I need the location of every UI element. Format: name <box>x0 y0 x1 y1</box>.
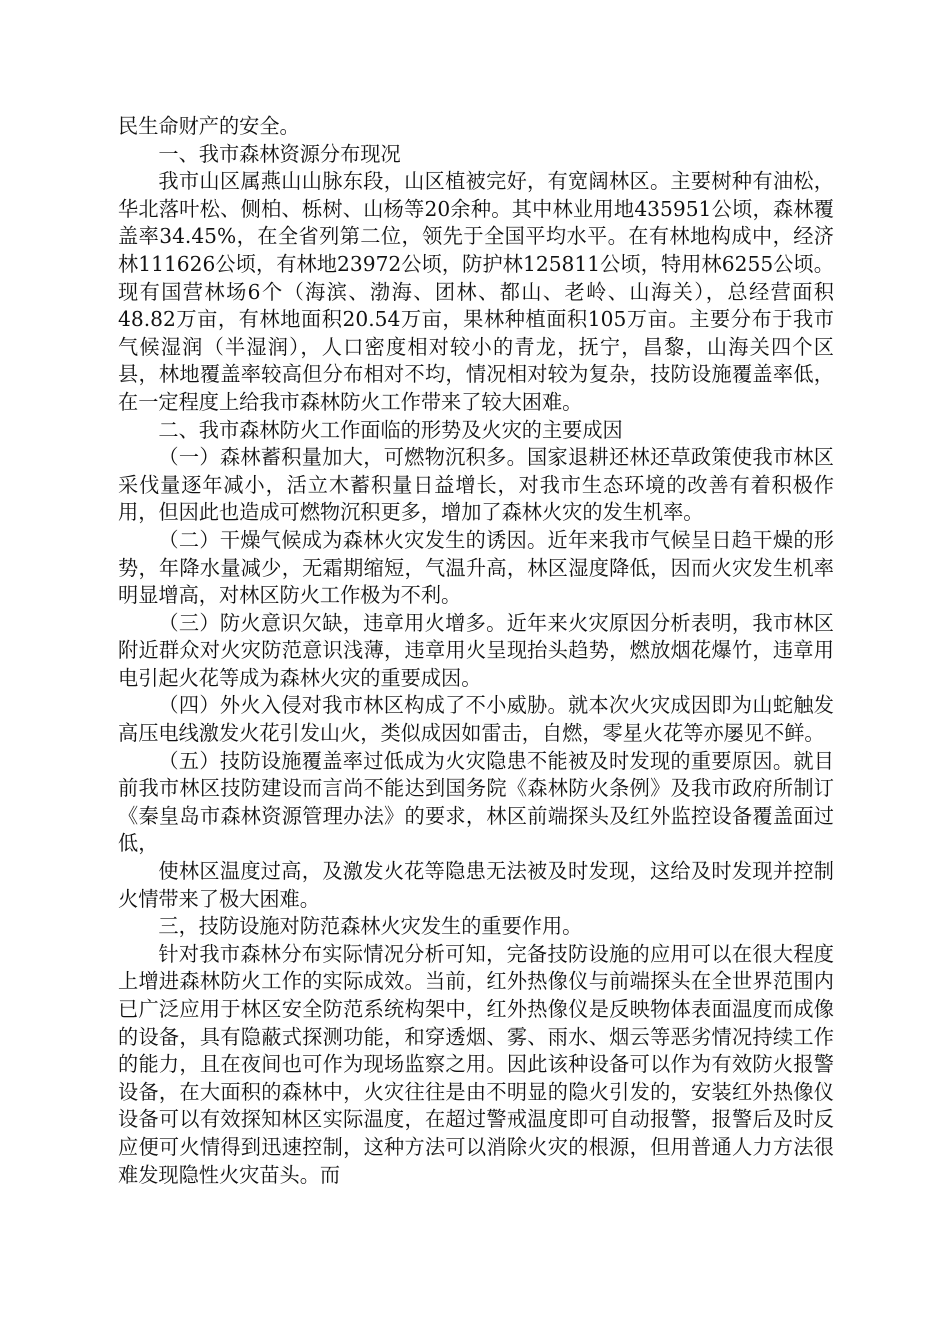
paragraph-cause-3: （三）防火意识欠缺，违章用火增多。近年来火灾原因分析表明，我市林区附近群众对火灾防范意识浅薄，违章用火呈现抬头趋势，燃放烟花爆竹，违章用电引起火花等成为森林火灾的重要成因。 <box>118 610 834 690</box>
paragraph-cause-1: （一）森林蓄积量加大，可燃物沉积多。国家退耕还林还草政策使我市林区采伐量逐年减小，活立木蓄积量日益增长，对我市生态环境的改善有着积极作用，但因此也造成可燃物沉积更多，增加了森林火灾的发生机率。 <box>118 445 834 525</box>
paragraph-cause-5: （五）技防设施覆盖率过低成为火灾隐患不能被及时发现的重要原因。就目前我市林区技防建设而言尚不能达到国务院《森林防火条例》及我市政府所制订《秦皇岛市森林资源管理办法》的要求，林区前端探头及红外监控设备覆盖面过低， <box>118 748 834 856</box>
paragraph-tech-defense: 针对我市森林分布实际情况分析可知，完备技防设施的应用可以在很大程度上增进森林防火工作的实际成效。当前，红外热像仪与前端探头在全世界范围内已广泛应用于林区安全防范系统构架中，红外热像仪是反映物体表面温度而成像的设备，具有隐蔽式探测功能，和穿透烟、雾、雨水、烟云等恶劣情况持续工作的能力，且在夜间也可作为现场监察之用。因此该种设备可以作为有效防火报警设备，在大面积的森林中，火灾往往是由不明显的隐火引发的，安装红外热像仪设备可以有效探知林区实际温度，在超过警戒温度即可自动报警，报警后及时反应便可火情得到迅速控制，这种方法可以消除火灾的根源，但用普通人力方法很难发现隐性火灾苗头。而 <box>118 941 834 1187</box>
section-heading-3: 三，技防设施对防范森林火灾发生的重要作用。 <box>158 914 583 939</box>
section-heading-2: 二、我市森林防火工作面临的形势及火灾的主要成因 <box>158 417 623 442</box>
paragraph-cause-2: （二）干燥气候成为森林火灾发生的诱因。近年来我市气候呈日趋干燥的形势，年降水量减少，无霜期缩短，气温升高，林区湿度降低，因而火灾发生机率明显增高，对林区防火工作极为不利。 <box>118 527 834 608</box>
section-heading-1: 一、我市森林资源分布现况 <box>158 141 401 166</box>
paragraph-cause-4: （四）外火入侵对我市林区构成了不小威胁。就本次火灾成因即为山蛇触发高压电线激发火花引发山火，类似成因如雷击，自燃，零星火花等亦屡见不鲜。 <box>118 693 834 746</box>
paragraph-cause-5-continued: 使林区温度过高，及激发火花等隐患无法被及时发现，这给及时发现并控制火情带来了极大困难。 <box>118 859 834 911</box>
paragraph-forest-resources: 我市山区属燕山山脉东段，山区植被完好，有宽阔林区。主要树种有油松，华北落叶松、侧柏、栎树、山杨等20余种。其中林业用地435951公顷，森林覆盖率34.45%，在全省列第二位，领先于全国平均水平。在有林地构成中，经济林111626公顷，有林地23972公顷，防护林125811公顷，特用林6255公顷。现有国营林场6个（海滨、渤海、团林、都山、老岭、山海关），总经营面积48.82万亩，有林地面积20.54万亩，果林种植面积105万亩。主要分布于我市气候湿润（半湿润），人口密度相对较小的青龙，抚宁，昌黎，山海关四个区县，林地覆盖率较高但分布相对不均，情况相对较为复杂，技防设施覆盖率低，在一定程度上给我市森林防火工作带来了较大困难。 <box>118 169 834 414</box>
paragraph-continuation: 民生命财产的安全。 <box>118 114 300 138</box>
document-body <box>118 113 834 1189</box>
